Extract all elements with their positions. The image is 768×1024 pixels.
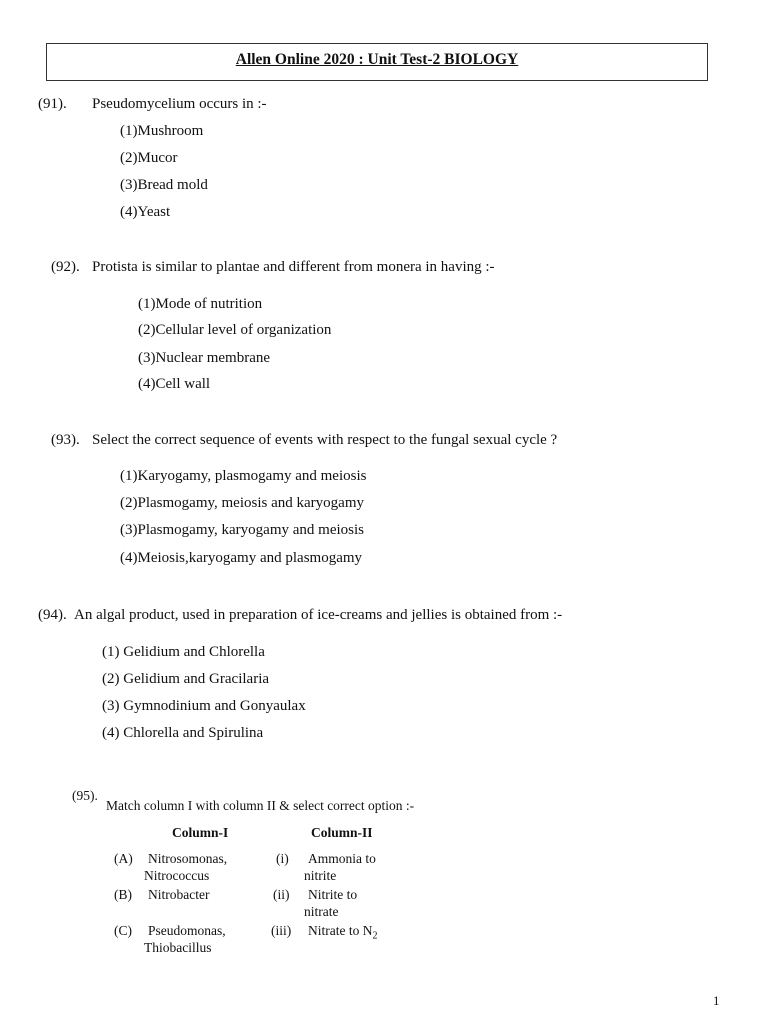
option: (2)Plasmogamy, meiosis and karyogamy (120, 495, 364, 511)
question-text: An algal product, used in preparation of ice-creams and jellies is obtained from :- (74, 607, 563, 623)
question-text: Protista is similar to plantae and different from monera in having :- (92, 259, 495, 275)
option: (1)Mushroom (120, 123, 204, 139)
column-1-cell: Nitrococcus (144, 868, 210, 883)
option: (1) Gelidium and Chlorella (102, 644, 265, 660)
header-box (46, 43, 708, 81)
option: (4) Chlorella and Spirulina (102, 725, 264, 741)
option: (3)Bread mold (120, 177, 208, 193)
option: (4)Cell wall (138, 376, 211, 392)
row-label: (ii) (273, 887, 290, 902)
column-2-cell: nitrite (304, 868, 337, 883)
row-label: (iii) (271, 923, 292, 938)
question-text: Select the correct sequence of events with respect to the fungal sexual cycle ? (92, 432, 558, 448)
column-1-cell: Nitrobacter (148, 887, 210, 902)
column-1-cell: Nitrosomonas, (148, 851, 228, 866)
question-text: Match column I with column II & select correct option :- (106, 798, 415, 813)
page-title: Allen Online 2020 : Unit Test-2 BIOLOGY (235, 51, 519, 68)
column-1-cell: Pseudomonas, (148, 923, 226, 938)
option: (1)Karyogamy, plasmogamy and meiosis (120, 468, 367, 484)
page-number: 1 (713, 993, 720, 1008)
row-label: (i) (276, 851, 289, 866)
option: (4)Yeast (120, 204, 171, 220)
option: (2)Mucor (120, 150, 178, 166)
row-label: (C) (114, 923, 132, 938)
option: (3)Plasmogamy, karyogamy and meiosis (120, 522, 364, 538)
column-2-cell (308, 923, 377, 942)
row-label: (B) (114, 887, 132, 902)
column-2-cell: nitrate (304, 904, 339, 919)
option: (4)Meiosis,karyogamy and plasmogamy (120, 550, 363, 566)
option: (2) Gelidium and Gracilaria (102, 671, 270, 687)
question-number: (94). (38, 607, 67, 623)
option: (2)Cellular level of organization (138, 322, 332, 338)
option: (1)Mode of nutrition (138, 296, 263, 312)
question-number: (93). (51, 432, 80, 448)
question-text: Pseudomycelium occurs in :- (92, 96, 267, 112)
subscript: 2 (372, 930, 378, 942)
question-number: (92). (51, 259, 80, 275)
column-2-cell: Ammonia to (308, 851, 376, 866)
option: (3)Nuclear membrane (138, 350, 271, 366)
column-header: Column-II (311, 825, 373, 840)
row-label: (A) (114, 851, 133, 866)
option: (3) Gymnodinium and Gonyaulax (102, 698, 306, 714)
column-1-cell: Thiobacillus (144, 940, 212, 955)
column-2-text: Nitrate to N (308, 923, 373, 938)
question-number: (91). (38, 96, 67, 112)
question-number: (95). (72, 788, 98, 803)
column-2-cell: Nitrite to (308, 887, 358, 902)
column-header: Column-I (172, 825, 229, 840)
